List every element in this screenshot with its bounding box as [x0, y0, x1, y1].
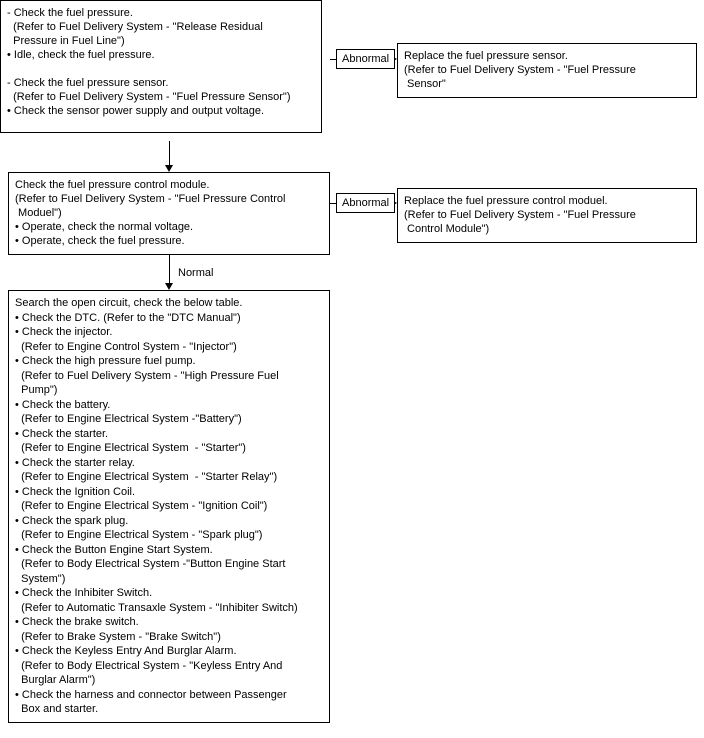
text-line: Control Module"): [404, 223, 490, 235]
text-line: (Refer to Fuel Delivery System - "Fuel Pressure Sensor"): [7, 91, 291, 103]
text-line: (Refer to Engine Electrical System - "Ignition Coil"): [15, 500, 268, 512]
text-line: • Check the spark plug.: [15, 514, 129, 527]
text-line: System"): [15, 572, 66, 585]
text-line: • Check the harness and connector between Passenger: [15, 688, 287, 701]
text-line: • Check the brake switch.: [15, 616, 139, 628]
text-line: • Check the starter.: [15, 427, 109, 440]
flow-action-replace-fuel-pressure-control-module: [397, 188, 697, 243]
text-line: • Check the Button Engine Start System.: [15, 543, 213, 556]
text-line: (Refer to Brake System - "Brake Switch"): [15, 630, 221, 643]
normal-label: Normal: [178, 267, 214, 279]
text-line: • Check the high pressure fuel pump.: [15, 355, 196, 367]
arrowhead-down-2-icon: [165, 283, 173, 290]
text-line: Sensor": [404, 78, 446, 90]
text-line: Burglar Alarm"): [15, 674, 96, 686]
text-line: (Refer to Fuel Delivery System - "Fuel Pressure: [404, 64, 636, 76]
text-line: (Refer to Fuel Delivery System - "Fuel Pressure Control: [15, 193, 286, 205]
text-line: (Refer to Fuel Delivery System - "Release Residual: [7, 21, 263, 33]
text-line: • Check the battery.: [15, 398, 111, 411]
text-line: (Refer to Fuel Delivery System - "High Pressure Fuel: [15, 369, 279, 382]
text-line: • Check the sensor power supply and output voltage.: [7, 105, 265, 117]
text-line: Moduel"): [15, 207, 62, 219]
text-line: • Operate, check the fuel pressure.: [15, 235, 185, 247]
text-line: Pressure in Fuel Line"): [7, 35, 125, 47]
text-line: • Check the Keyless Entry And Burglar Alarm.: [15, 645, 237, 657]
text-line: (Refer to Engine Control System - "Injector"): [15, 340, 237, 353]
text-line: Replace the fuel pressure control moduel.: [404, 195, 608, 207]
abnormal-label-2: Abnormal: [336, 193, 395, 213]
text-line: (Refer to Engine Electrical System -"Battery"): [15, 413, 242, 425]
text-line: (Refer to Fuel Delivery System - "Fuel Pressure: [404, 209, 636, 221]
text-line: (Refer to Automatic Transaxle System - "Inhibiter Switch): [15, 601, 298, 614]
text-line: • Idle, check the fuel pressure.: [7, 49, 155, 61]
text-line: (Refer to Engine Electrical System - "Starter Relay"): [15, 471, 278, 483]
arrowhead-down-1-icon: [165, 165, 173, 172]
flow-step-check-fuel-pressure-control-module: [8, 172, 330, 255]
text-line: • Operate, check the normal voltage.: [15, 221, 194, 233]
connector-vertical-1: [169, 141, 170, 165]
text-line: Search the open circuit, check the below table.: [15, 297, 243, 309]
text-line: - Check the fuel pressure sensor.: [7, 77, 169, 89]
text-line: - Check the fuel pressure.: [7, 7, 133, 19]
text-line: • Check the injector.: [15, 326, 113, 338]
text-line: (Refer to Body Electrical System - "Keyless Entry And: [15, 659, 283, 672]
text-line: • Check the Ignition Coil.: [15, 485, 136, 498]
text-line: • Check the Inhibiter Switch.: [15, 587, 153, 599]
text-line: • Check the DTC. (Refer to the "DTC Manual"): [15, 311, 241, 324]
text-line: Replace the fuel pressure sensor.: [404, 50, 568, 62]
text-line: Pump"): [15, 384, 58, 396]
text-line: Box and starter.: [15, 703, 99, 715]
text-line: (Refer to Body Electrical System -"Button Engine Start: [15, 558, 286, 570]
text-line: (Refer to Engine Electrical System - "Spark plug"): [15, 529, 263, 541]
text-line: Check the fuel pressure control module.: [15, 179, 210, 191]
flow-step-search-open-circuit: [8, 290, 330, 723]
flow-step-check-fuel-pressure: [0, 0, 322, 133]
connector-vertical-2: [169, 255, 170, 283]
flow-action-replace-fuel-pressure-sensor: [397, 43, 697, 98]
text-line: • Check the starter relay.: [15, 456, 135, 469]
abnormal-label-1: Abnormal: [336, 49, 395, 69]
text-line: [7, 62, 315, 76]
text-line: (Refer to Engine Electrical System - "Starter"): [15, 442, 246, 454]
